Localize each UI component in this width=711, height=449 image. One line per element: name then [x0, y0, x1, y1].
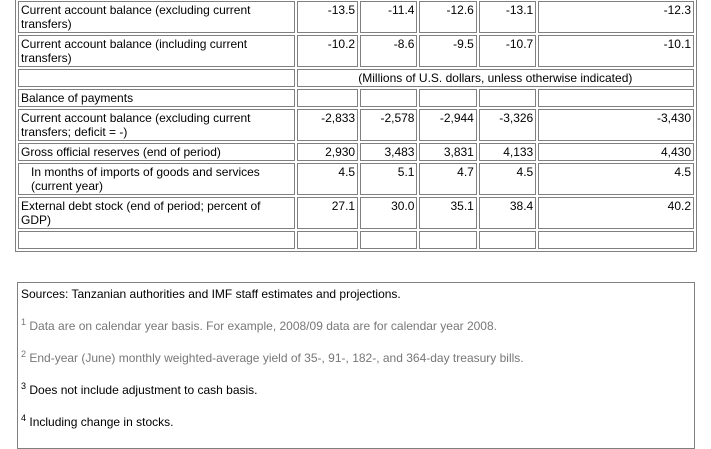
value-cell: 4.5	[538, 163, 694, 195]
footnote-3-mark: 3	[21, 381, 27, 391]
value-cell: 3,483	[360, 143, 417, 161]
empty-cell	[538, 231, 694, 249]
value-cell: 2,930	[297, 143, 358, 161]
empty-cell	[479, 89, 536, 107]
value-cell: 30.0	[360, 197, 417, 229]
value-cell: -13.5	[297, 1, 358, 33]
units-caption: (Millions of U.S. dollars, unless otherwise indicated)	[297, 69, 694, 87]
footnote-4-mark: 4	[21, 413, 27, 423]
table-row	[18, 163, 694, 195]
value-cell: 3,831	[419, 143, 476, 161]
table-row	[18, 1, 694, 33]
sources-note: Sources: Tanzanian authorities and IMF staff estimates and projections.	[21, 287, 401, 301]
table-row	[18, 109, 694, 141]
empty-cell	[360, 89, 417, 107]
table-row	[18, 89, 694, 107]
value-cell: -11.4	[360, 1, 417, 33]
empty-cell	[479, 231, 536, 249]
value-cell: 4.5	[297, 163, 358, 195]
value-cell: 5.1	[360, 163, 417, 195]
row-label: Current account balance (including current transfers)	[18, 35, 295, 67]
value-cell: -2,833	[297, 109, 358, 141]
footnote-2	[21, 349, 524, 365]
value-cell: -10.2	[297, 35, 358, 67]
table-row	[18, 35, 694, 67]
value-cell: 27.1	[297, 197, 358, 229]
empty-cell	[419, 231, 476, 249]
table-row	[18, 231, 694, 249]
table-row	[18, 143, 694, 161]
row-label: Gross official reserves (end of period)	[18, 143, 295, 161]
footnote-1-text: Data are on calendar year basis. For example, 2008/09 data are for calendar year 2008.	[29, 319, 497, 333]
value-cell: -2,578	[360, 109, 417, 141]
row-label	[18, 231, 295, 249]
value-cell: -10.7	[479, 35, 536, 67]
value-cell: 4.5	[479, 163, 536, 195]
footnote-4-text: Including change in stocks.	[29, 415, 174, 429]
value-cell: -2,944	[419, 109, 476, 141]
value-cell: 4,133	[479, 143, 536, 161]
row-label: Balance of payments	[18, 89, 295, 107]
footnote-1-mark: 1	[21, 317, 27, 327]
row-label: In months of imports of goods and services (current year)	[18, 163, 295, 195]
footnote-3-text: Does not include adjustment to cash basis.	[29, 383, 258, 397]
value-cell: -12.6	[419, 1, 476, 33]
empty-cell	[360, 231, 417, 249]
footnote-4	[21, 413, 173, 429]
value-cell: -8.6	[360, 35, 417, 67]
value-cell: -12.3	[538, 1, 694, 33]
value-cell: 4.7	[419, 163, 476, 195]
empty-cell	[538, 89, 694, 107]
empty-cell	[419, 89, 476, 107]
row-label: Current account balance (excluding current transfers)	[18, 1, 295, 33]
table-row	[18, 197, 694, 229]
value-cell: -3,326	[479, 109, 536, 141]
value-cell: 40.2	[538, 197, 694, 229]
row-label: External debt stock (end of period; percent of GDP)	[18, 197, 295, 229]
value-cell: 38.4	[479, 197, 536, 229]
value-cell: -10.1	[538, 35, 694, 67]
empty-cell	[297, 231, 358, 249]
footnote-3	[21, 381, 258, 397]
footnote-1	[21, 317, 497, 333]
footnote-2-mark: 2	[21, 349, 27, 359]
value-cell: 35.1	[419, 197, 476, 229]
table-row	[18, 69, 694, 87]
row-label: Current account balance (excluding current transfers; deficit = -)	[18, 109, 295, 141]
statistics-table-region	[15, 0, 697, 429]
value-cell: -9.5	[419, 35, 476, 67]
footnote-2-text: End-year (June) monthly weighted-average yield of 35-, 91-, 182-, and 364-day treasury bills.	[29, 351, 524, 365]
row-label	[18, 69, 295, 87]
value-cell: -3,430	[538, 109, 694, 141]
value-cell: 4,430	[538, 143, 694, 161]
table-notes	[17, 282, 695, 449]
economic-indicators-table	[15, 0, 697, 252]
empty-cell	[297, 89, 358, 107]
value-cell: -13.1	[479, 1, 536, 33]
